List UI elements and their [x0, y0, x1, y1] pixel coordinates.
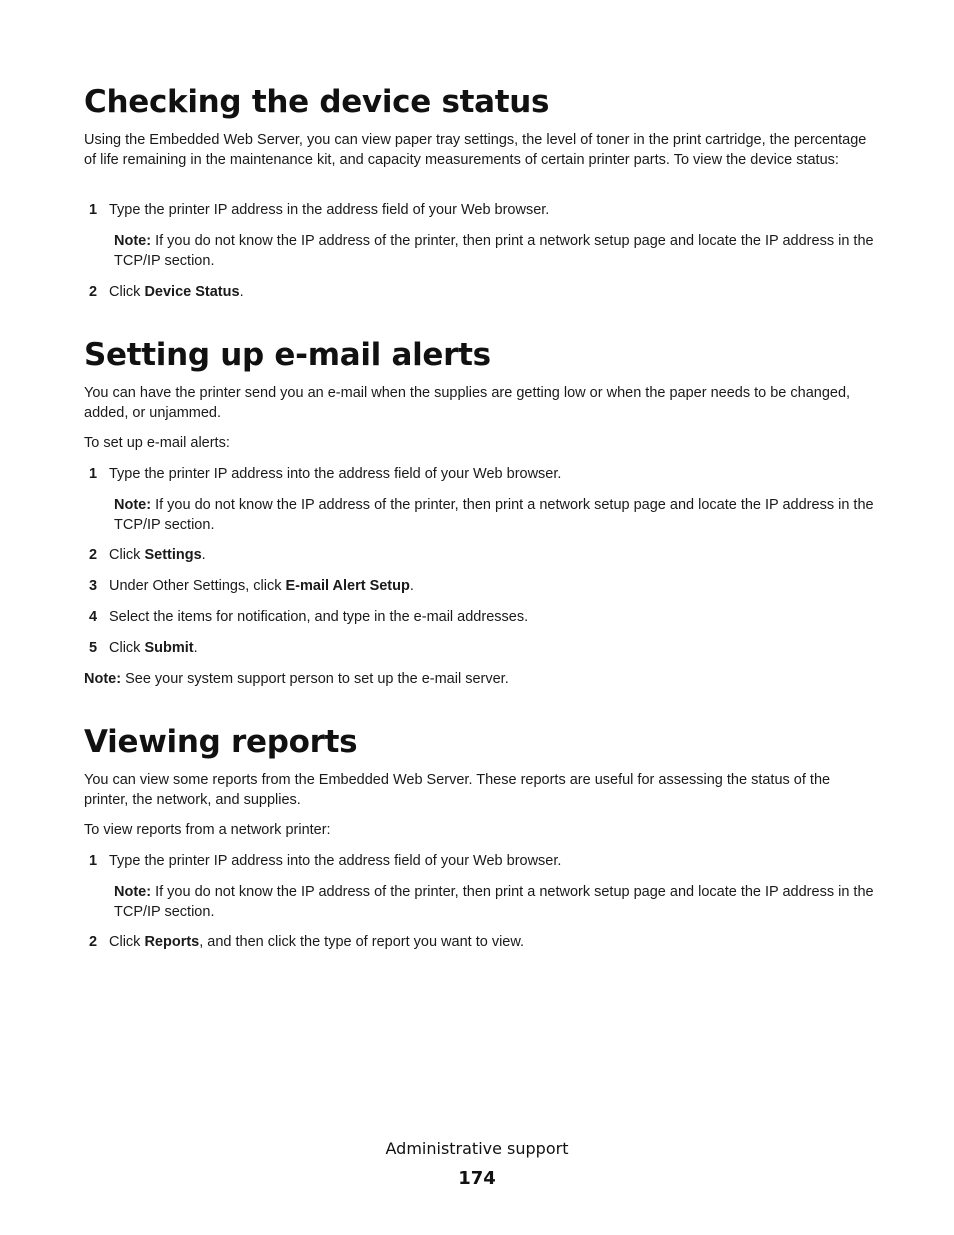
note-text: See your system support person to set up the e-mail server.: [121, 671, 509, 687]
note: [114, 882, 874, 922]
step-text: Type the printer IP address into the address field of your Web browser.: [109, 853, 562, 869]
paragraph-lead: To set up e-mail alerts:: [84, 435, 230, 451]
step-number: 1: [89, 202, 98, 218]
note-text: If you do not know the IP address of the printer, then print a network setup page and locate the IP address in the TCP/IP section.: [114, 497, 874, 533]
heading-viewing-reports: Viewing reports: [84, 724, 358, 760]
step-text: Click Device Status.: [109, 284, 244, 300]
ui-term: Device Status: [144, 284, 240, 300]
step-text: Type the printer IP address in the address field of your Web browser.: [109, 202, 550, 218]
step-number: 3: [89, 578, 98, 594]
heading-checking-device-status: Checking the device status: [84, 84, 550, 120]
paragraph-intro: Using the Embedded Web Server, you can view paper tray settings, the level of toner in the print cartridge, the percentage of life remaining in the maintenance kit, and capacity measurements of certain printer parts. To view the device status:: [84, 132, 867, 168]
step-number: 4: [89, 609, 98, 625]
step-text: Under Other Settings, click E-mail Alert Setup.: [109, 578, 414, 594]
note-label: Note:: [114, 497, 152, 513]
step-number: 2: [89, 284, 98, 300]
ui-term: Submit: [144, 640, 194, 656]
step-text: Click Reports, and then click the type of report you want to view.: [109, 934, 525, 950]
paragraph-lead: To view reports from a network printer:: [84, 822, 331, 838]
note-label: Note:: [114, 884, 152, 900]
ui-term: Reports: [144, 934, 200, 950]
page-number: 174: [458, 1168, 496, 1189]
step-number: 1: [89, 853, 98, 869]
step-number: 1: [89, 466, 98, 482]
step-text: Click Submit.: [109, 640, 198, 656]
step-number: 2: [89, 547, 98, 563]
note: [114, 495, 874, 535]
note-label: Note:: [84, 671, 122, 687]
paragraph-intro: You can have the printer send you an e-mail when the supplies are getting low or when the paper needs to be changed, added, or unjammed.: [84, 385, 851, 421]
step-text: Type the printer IP address into the address field of your Web browser.: [109, 466, 562, 482]
note-text: If you do not know the IP address of the printer, then print a network setup page and locate the IP address in the TCP/IP section.: [114, 884, 874, 920]
ui-term: E-mail Alert Setup: [285, 578, 410, 594]
note: [114, 231, 874, 271]
ui-term: Settings: [144, 547, 202, 563]
heading-setting-up-email-alerts: Setting up e-mail alerts: [84, 337, 491, 373]
step-number: 5: [89, 640, 98, 656]
final-note: [84, 669, 874, 689]
note-text: If you do not know the IP address of the printer, then print a network setup page and locate the IP address in the TCP/IP section.: [114, 233, 874, 269]
step-text: Select the items for notification, and type in the e-mail addresses.: [109, 609, 529, 625]
note-label: Note:: [114, 233, 152, 249]
footer-chapter-label: Administrative support: [385, 1139, 569, 1158]
step-number: 2: [89, 934, 98, 950]
paragraph-intro: You can view some reports from the Embedded Web Server. These reports are useful for assessing the status of the printer, the network, and supplies.: [84, 772, 831, 808]
step-text: Click Settings.: [109, 547, 206, 563]
